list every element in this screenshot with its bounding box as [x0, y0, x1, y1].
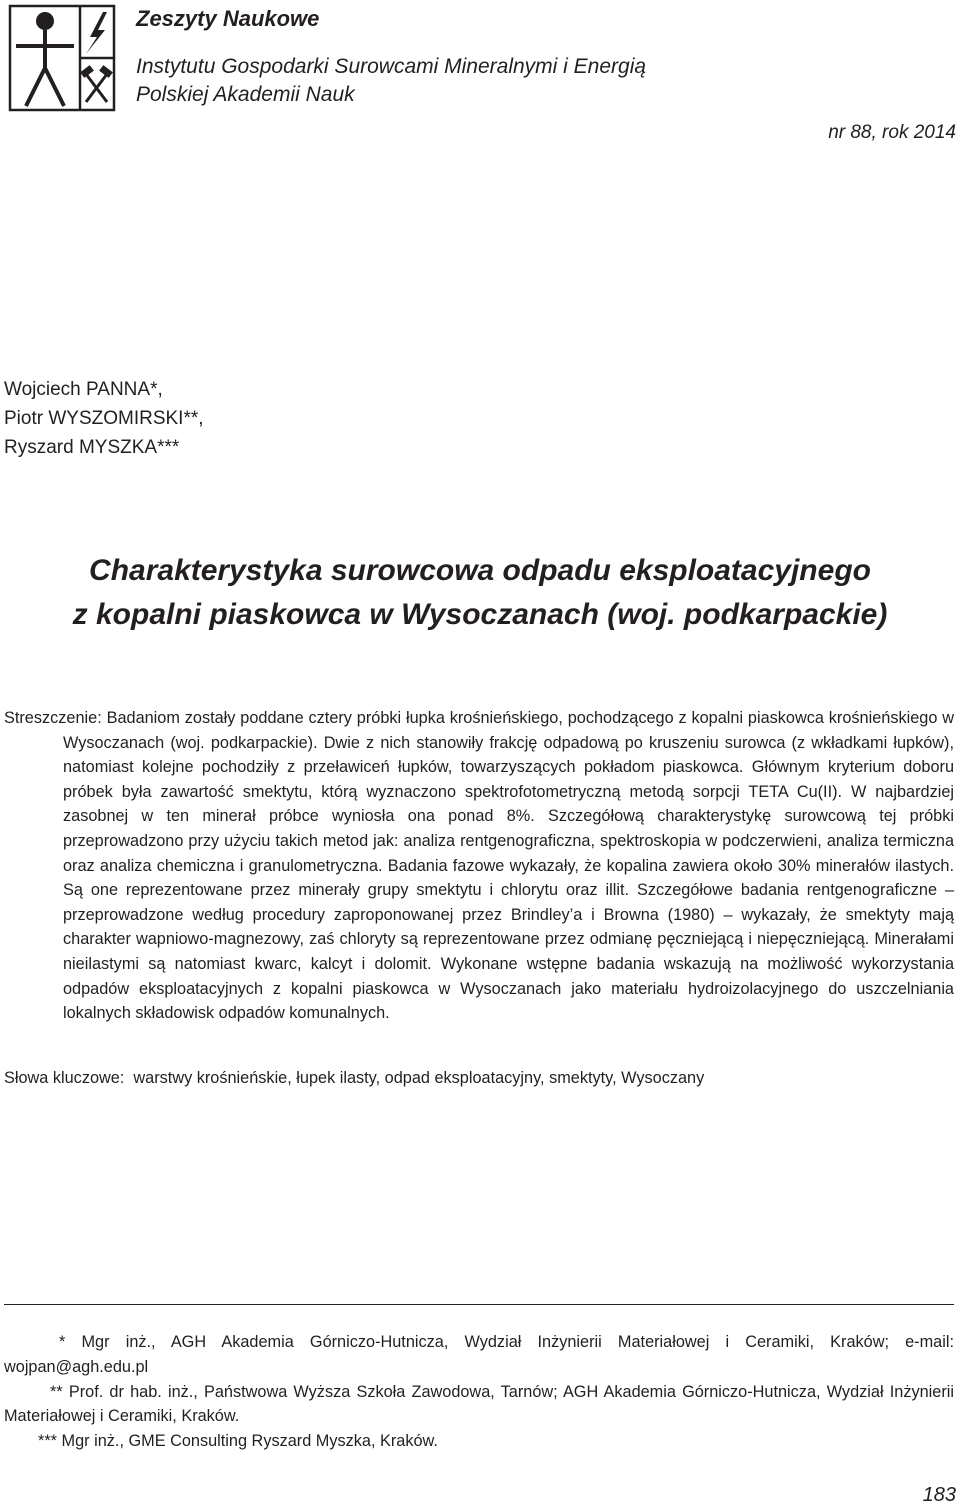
- abstract-label: Streszczenie:: [4, 709, 102, 727]
- footnote-2-text: Prof. dr hab. inż., Państwowa Wyższa Szkoła Zawodowa, Tarnów; AGH Akademia Górniczo-Hutnicza, Wydział Inżynierii Materiałowej i Ceramiki, Kraków.: [4, 1382, 954, 1426]
- footnotes: [4, 1330, 954, 1454]
- abstract: [4, 706, 954, 1026]
- footnote-separator: [4, 1304, 954, 1305]
- institute-logo-icon: [8, 4, 116, 112]
- footnote-3: [4, 1429, 954, 1454]
- article-title-line-1: Charakterystyka surowcowa odpadu eksploatacyjnego: [89, 554, 871, 587]
- footnote-1-mark: *: [59, 1333, 82, 1351]
- journal-title: Zeszyty Naukowe: [136, 6, 320, 31]
- keywords-text: warstwy krośnieńskie, łupek ilasty, odpad eksploatacyjny, smektyty, Wysoczany: [133, 1069, 705, 1087]
- abstract-text: Badaniom zostały poddane cztery próbki łupka krośnieńskiego, pochodzącego z kopalni piaskowca krośnieńskiego w Wysoczanach (woj. podkarpackie). Dwie z nich stanowiły frakcję odpadową po kruszeniu surowca (z wkładkami łupków), natomiast kolejne pochodziły z przeławiceń łupków, towarzyszących pokładom piaskowca. Głównym kryterium doboru próbek była zawartość smektytu, którą wyznaczono spektrofotometryczną metodą sorpcji TETA Cu(II). W najbardziej zasobnej w ten minerał próbce wyniosła ona ponad 8%. Szczegółową charakterystykę surowcową tej próbki przeprowadzono przy użyciu takich metod jak: analiza rentgenograficzna, spektroskopia w podczerwieni, analiza termiczna oraz analiza chemiczna i granulometryczna. Badania fazowe wykazały, że kopalina zawiera około 30% minerałów ilastych. Są one reprezentowane przez minerały grupy smektytu i chlorytu oraz illit. Szczegółowe badania rentgenograficzne – przeprowadzone według procedury zaproponowanej przez Brindley’a i Browna (1980) – wykazały, że smektyty mają charakter wapniowo-magnezowy, zaś chloryty są reprezentowane przez odmianę pęczniejącą i niepęczniejącą. Minerałami nieilastymi są natomiast kwarc, kalcyt i dolomit. Wykonane wstępne badania wskazują na możliwość wykorzystania odpadów eksploatacyjnych z kopalni piaskowca w Wysoczanach jako materiału hydroizolacyjnego do uszczelniania lokalnych składowisk odpadów komunalnych.: [63, 709, 954, 1023]
- institute-line-1: Instytutu Gospodarki Surowcami Mineralnymi i Energią: [136, 55, 647, 78]
- author-3: Ryszard MYSZKA***: [4, 437, 180, 458]
- keywords-label: Słowa kluczowe:: [4, 1069, 125, 1087]
- keywords: [4, 1069, 704, 1088]
- institute-name: [136, 53, 646, 109]
- footnote-3-text: Mgr inż., GME Consulting Ryszard Myszka, Kraków.: [61, 1432, 438, 1451]
- abstract-paragraph: [4, 706, 954, 1026]
- author-2: Piotr WYSZOMIRSKI**,: [4, 408, 204, 429]
- footnote-2: [4, 1380, 954, 1430]
- footnote-2-mark: **: [50, 1382, 69, 1401]
- institute-line-2: Polskiej Akademii Nauk: [136, 83, 355, 106]
- footnote-3-mark: ***: [38, 1432, 62, 1451]
- article-title: [0, 549, 960, 637]
- author-list: [4, 375, 204, 462]
- footnote-1: [4, 1330, 954, 1380]
- article-title-line-2: z kopalni piaskowca w Wysoczanach (woj. podkarpackie): [72, 598, 888, 631]
- issue-number: nr 88, rok 2014: [828, 122, 956, 143]
- author-1: Wojciech PANNA*,: [4, 379, 163, 400]
- page-number: 183: [922, 1484, 956, 1506]
- footnote-1-text: Mgr inż., AGH Akademia Górniczo-Hutnicza, Wydział Inżynierii Materiałowej i Ceramiki, Kraków; e-mail: wojpan@agh.edu.pl: [4, 1333, 954, 1376]
